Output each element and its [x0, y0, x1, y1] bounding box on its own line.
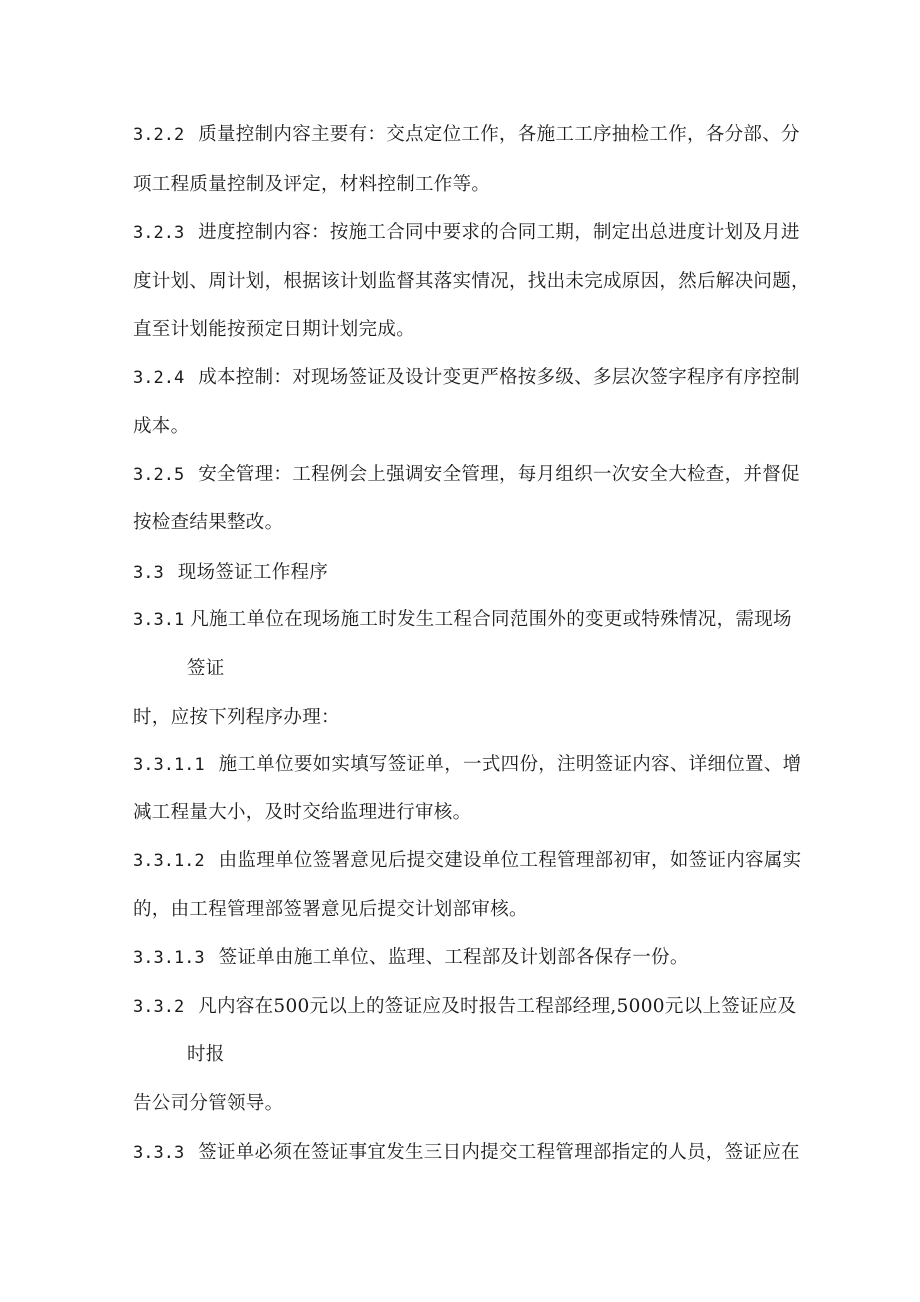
line-text: 时，应按下列程序办理： [133, 707, 340, 728]
paragraph-line [133, 220, 800, 246]
line-text: 施工单位要如实填写签证单，一式四份，注明签证内容、详细位置、增 [218, 754, 802, 775]
line-text: 的，由工程管理部签署意见后提交计划部审核。 [133, 899, 528, 920]
paragraph-line [133, 122, 800, 148]
line-text: 签证单必须在签证事宜发生三日内提交工程管理部指定的人员，签证应在 [198, 1142, 800, 1163]
paragraph-line [133, 848, 801, 874]
paragraph-line [133, 269, 810, 295]
section-heading [133, 560, 328, 586]
line-text: 安全管理：工程例会上强调安全管理，每月组织一次安全大检查，并督促 [198, 464, 800, 485]
paragraph-line [133, 705, 340, 731]
section-number: 3.3.1.2 [133, 851, 205, 871]
paragraph-line [133, 752, 801, 778]
line-text: 质量控制内容主要有：交点定位工作，各施工工序抽检工作，各分部、分 [198, 124, 800, 145]
section-number: 3.3.1.1 [133, 755, 205, 775]
line-text: 凡内容在500元以上的签证应及时报告工程部经理,5000元以上签证应及 [198, 996, 797, 1017]
section-number: 3.3.3 [133, 1143, 185, 1163]
section-number: 3.2.2 [133, 125, 185, 145]
line-text: 成本。 [133, 416, 190, 437]
section-number: 3.3.2 [133, 997, 185, 1017]
section-number: 3.2.5 [133, 465, 185, 485]
paragraph-line [133, 994, 796, 1020]
paragraph-line [133, 897, 528, 923]
section-number: 3.3.1 [133, 610, 185, 630]
line-text: 直至计划能按预定日期计划完成。 [133, 319, 416, 340]
paragraph-line [133, 1140, 800, 1166]
paragraph-line [133, 1091, 283, 1117]
line-text: 进度控制内容：按施工合同中要求的合同工期，制定出总进度计划及月进 [198, 222, 800, 243]
paragraph-line [133, 414, 189, 440]
section-number: 3.3.1.3 [133, 948, 205, 968]
paragraph-line [133, 172, 490, 198]
line-text: 现场签证工作程序 [177, 562, 329, 583]
line-text: 度计划、周计划，根据该计划监督其落实情况，找出未完成原因，然后解决问题， [133, 271, 810, 292]
section-number: 3.2.3 [133, 223, 185, 243]
line-text: 时报 [187, 1044, 225, 1065]
section-number: 3.2.4 [133, 368, 185, 388]
paragraph-line [133, 462, 800, 488]
line-text: 减工程量大小，及时交给监理进行审核。 [133, 802, 472, 823]
paragraph-line [187, 656, 225, 682]
paragraph-line [187, 1042, 225, 1068]
line-text: 按检查结果整改。 [133, 512, 284, 533]
line-text: 签证单由施工单位、监理、工程部及计划部各保存一份。 [218, 947, 689, 968]
line-text: 凡施工单位在现场施工时发生工程合同范围外的变更或特殊情况，需现场 [190, 609, 792, 630]
paragraph-line [133, 945, 689, 971]
line-text: 成本控制：对现场签证及设计变更严格按多级、多层次签字程序有序控制 [198, 367, 800, 388]
line-text: 项工程质量控制及评定，材料控制工作等。 [133, 174, 491, 195]
paragraph-line [133, 365, 800, 391]
paragraph-line [133, 800, 471, 826]
paragraph-line [133, 607, 792, 633]
paragraph-line [133, 510, 283, 536]
paragraph-line [133, 317, 415, 343]
section-number: 3.3 [133, 563, 164, 583]
line-text: 签证 [187, 658, 225, 679]
line-text: 告公司分管领导。 [133, 1093, 284, 1114]
line-text: 由监理单位签署意见后提交建设单位工程管理部初审，如签证内容属实 [218, 850, 802, 871]
